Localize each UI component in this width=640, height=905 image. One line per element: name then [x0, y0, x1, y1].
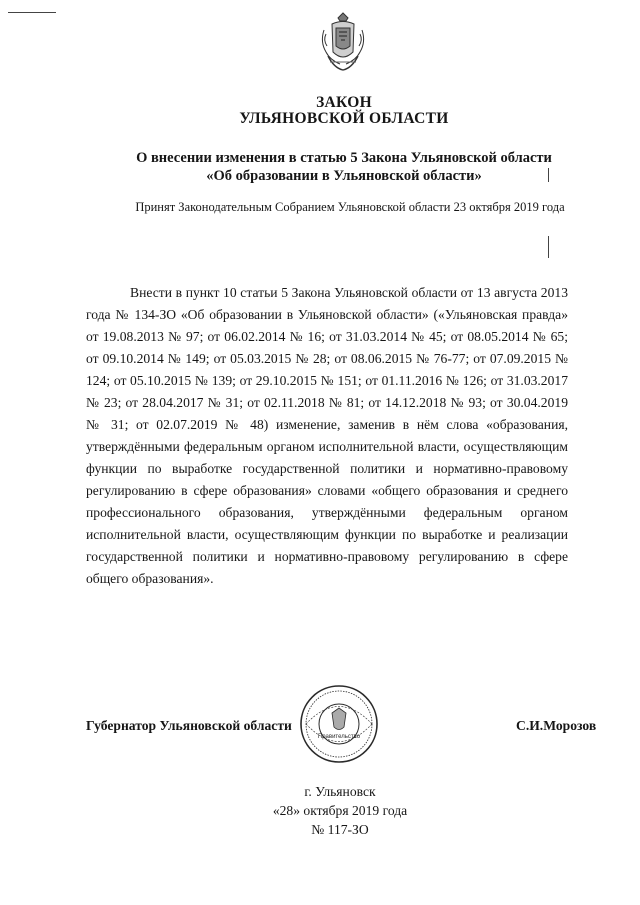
scan-artifact [8, 12, 56, 13]
law-subject-line1: О внесении изменения в статью 5 Закона Ульяновской области [136, 150, 552, 166]
law-title-line1: ЗАКОН [316, 94, 372, 111]
signatory-name: С.И.Морозов [516, 718, 597, 733]
law-body-paragraph: Внести в пункт 10 статьи 5 Закона Ульяновской области от 13 августа 2013 года № 134-ЗО «Об образовании в Ульяновской области» («Ульяновская правда» от 19.08.2013 № 97; от 06.02.2014 № 16; от 31.03.2014 № 45; от 08.05.2014 № 65; от 09.10.2014 № 149; от 05.03.2015 № 28; от 08.06.2015 № 76-77; от 07.09.2015 № 124; от 05.10.2015 № 139; от 29.10.2015 № 151; от 01.11.2016 № 126; от 31.03.2017 № 23; от 28.04.2017 № 31; от 02.11.2018 № 81; от 14.12.2018 № 93; от 30.04.2019 № 31; от 02.07.2019 № 48) изменение, заменив в нём слова «образования, утверждёнными федеральным органом исполнительной власти, осуществляющим функции по выработке государственной политики и нормативно-правовому регулированию в сфере образования» словами «общего образования и среднего профессионального образования, утверждёнными федеральным органом исполнительной власти, осуществляющим функции по выработке и реализации государственной политики и нормативно-правовому регулированию в сфере общего образования». [86, 285, 568, 586]
law-subject-line2: «Об образовании в Ульяновской области» [206, 168, 482, 184]
coat-of-arms-icon [318, 12, 368, 74]
scan-artifact [548, 168, 549, 182]
law-title-line2: УЛЬЯНОВСКОЙ ОБЛАСТИ [239, 110, 449, 127]
signing-city: г. Ульяновск [304, 784, 376, 799]
adoption-note: Принят Законодательным Собранием Ульяновской области 23 октября 2019 года [135, 200, 565, 214]
svg-text:Правительство: Правительство [317, 734, 361, 740]
law-number: № 117-ЗО [311, 822, 369, 837]
scan-artifact [548, 236, 549, 258]
signing-date: «28» октября 2019 года [272, 803, 408, 818]
signatory-position: Губернатор Ульяновской области [86, 718, 292, 733]
official-seal-icon [298, 683, 380, 765]
